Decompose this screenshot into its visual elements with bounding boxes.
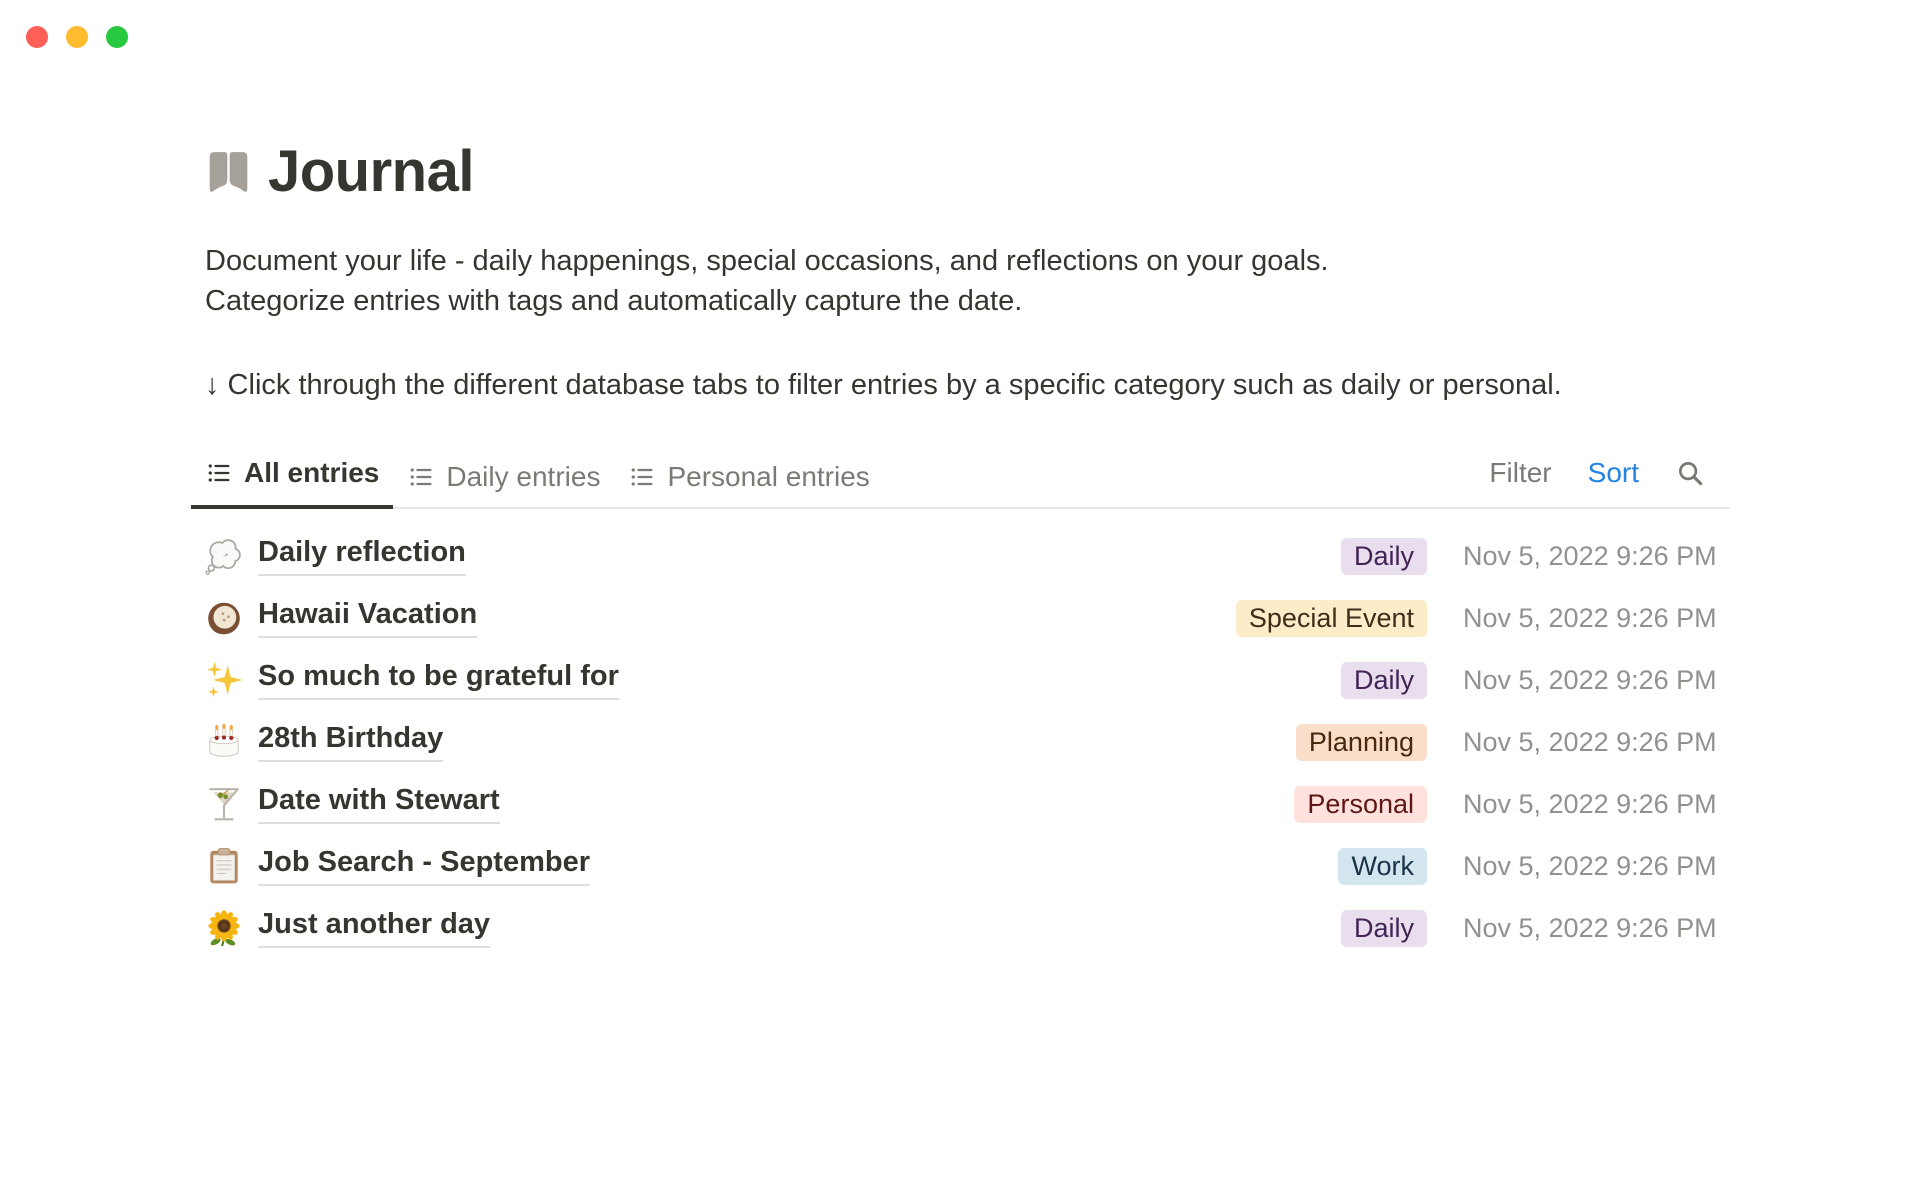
thought-balloon-icon: [205, 537, 243, 575]
list-icon: [205, 459, 233, 487]
row-date: Nov 5, 2022 9:26 PM: [1463, 912, 1717, 943]
row-date: Nov 5, 2022 9:26 PM: [1463, 788, 1717, 819]
tab-daily-entries[interactable]: [393, 449, 614, 509]
list-icon: [407, 463, 435, 491]
description-line-1: Document your life - daily happenings, special occasions, and reflections on your goals.: [205, 245, 1329, 277]
row-date: Nov 5, 2022 9:26 PM: [1463, 850, 1717, 881]
tag-pill: Daily: [1341, 538, 1427, 575]
table-row[interactable]: [205, 525, 1730, 587]
tab-personal-entries[interactable]: [614, 449, 883, 509]
row-date: Nov 5, 2022 9:26 PM: [1463, 664, 1717, 695]
page-description: [205, 241, 1730, 321]
tag-pill: Personal: [1294, 786, 1427, 823]
page-header: [205, 0, 1730, 205]
table-row[interactable]: [205, 773, 1730, 835]
view-controls: [1489, 457, 1730, 507]
row-title[interactable]: 28th Birthday: [258, 722, 443, 761]
open-book-icon[interactable]: [205, 148, 252, 195]
clipboard-icon: [205, 847, 243, 885]
tag-pill: Daily: [1341, 910, 1427, 947]
row-date: Nov 5, 2022 9:26 PM: [1463, 602, 1717, 633]
table-row[interactable]: [205, 897, 1730, 959]
sort-button[interactable]: Sort: [1587, 457, 1639, 488]
table-row[interactable]: [205, 587, 1730, 649]
window-controls: [26, 26, 128, 48]
page-content: [205, 0, 1730, 959]
cocktail-glass-icon: [205, 785, 243, 823]
coconut-icon: [205, 599, 243, 637]
row-title[interactable]: Date with Stewart: [258, 784, 500, 823]
row-title[interactable]: Just another day: [258, 908, 490, 947]
tab-all-entries[interactable]: [191, 445, 393, 509]
close-button[interactable]: [26, 26, 48, 48]
table-row[interactable]: [205, 835, 1730, 897]
row-title[interactable]: So much to be grateful for: [258, 660, 619, 699]
description-line-2: Categorize entries with tags and automatically capture the date.: [205, 285, 1023, 317]
tab-label: Daily entries: [446, 461, 601, 492]
search-icon[interactable]: [1675, 458, 1705, 488]
callout-text: ↓ Click through the different database tabs to filter entries by a specific category such as daily or personal.: [205, 369, 1562, 401]
list-icon: [628, 463, 656, 491]
row-title[interactable]: Job Search - September: [258, 846, 590, 885]
filter-button[interactable]: Filter: [1489, 457, 1552, 488]
table-row[interactable]: [205, 711, 1730, 773]
row-date: Nov 5, 2022 9:26 PM: [1463, 726, 1717, 757]
page-title: Journal: [268, 139, 474, 204]
database-tab-bar: [191, 445, 1730, 509]
tag-pill: Special Event: [1236, 600, 1427, 637]
sparkles-icon: [205, 661, 243, 699]
tab-label: All entries: [244, 457, 380, 488]
row-date: Nov 5, 2022 9:26 PM: [1463, 540, 1717, 571]
sunflower-icon: [205, 909, 243, 947]
row-title[interactable]: Hawaii Vacation: [258, 598, 477, 637]
row-title[interactable]: Daily reflection: [258, 536, 466, 575]
tag-pill: Planning: [1296, 724, 1427, 761]
entries-list: [205, 525, 1730, 959]
zoom-button[interactable]: [106, 26, 128, 48]
tag-pill: Daily: [1341, 662, 1427, 699]
tab-label: Personal entries: [667, 461, 870, 492]
tag-pill: Work: [1338, 848, 1427, 885]
table-row[interactable]: [205, 649, 1730, 711]
birthday-cake-icon: [205, 723, 243, 761]
minimize-button[interactable]: [66, 26, 88, 48]
